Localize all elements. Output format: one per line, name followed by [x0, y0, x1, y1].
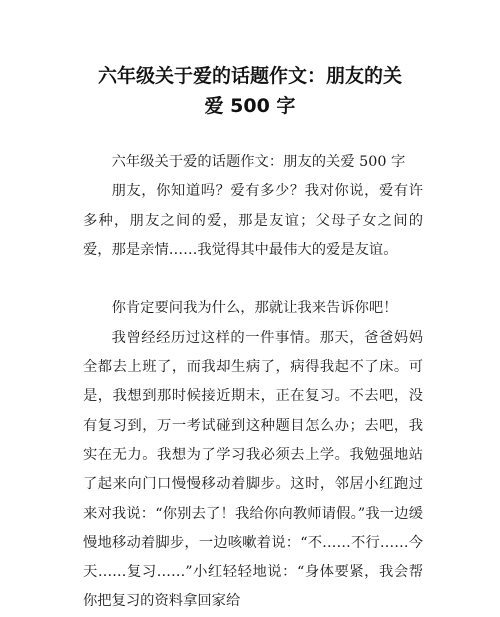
- paragraph-story: 我曾经经历过这样的一件事情。那天，爸爸妈妈全都去上班了，而我却生病了，病得我起不了床。可是，我想到那时候接近期末，正在复习。不去吧，没有复习到，万一考试碰到这种题目怎么办；去吧，我实在无力。我想为了学习我必须去上学。我勉强地站了起来向门口慢慢移动着脚步。这时，邻居小红跑过来对我说：“你别去了！我给你向教师请假。”我一边缓慢地移动着脚步，一边咳嗽着说：“不……不行……今天……复习……”小红轻轻地说：“身体要紧，我会帮你把复习的资料拿回家给: [83, 329, 423, 610]
- article-title-line-2: 爱 500 字: [204, 95, 296, 117]
- article-body: [83, 148, 423, 617]
- article-title-line-1: 六年级关于爱的话题作文：朋友的关: [97, 65, 402, 87]
- paragraph-intro: 朋友，你知道吗？爱有多少？我对你说，爱有许多种，朋友之间的爱，那是友谊；父母子女之间的爱，那是亲情……我觉得其中最伟大的爱是友谊。: [83, 183, 423, 258]
- paragraph-question: 你肯定要问我为什么，那就让我来告诉你吧！: [111, 300, 398, 317]
- paragraph-subtitle: 六年级关于爱的话题作文：朋友的关爱 500 字: [111, 154, 406, 170]
- article-title: [60, 61, 440, 121]
- paragraph-gap: [83, 265, 423, 294]
